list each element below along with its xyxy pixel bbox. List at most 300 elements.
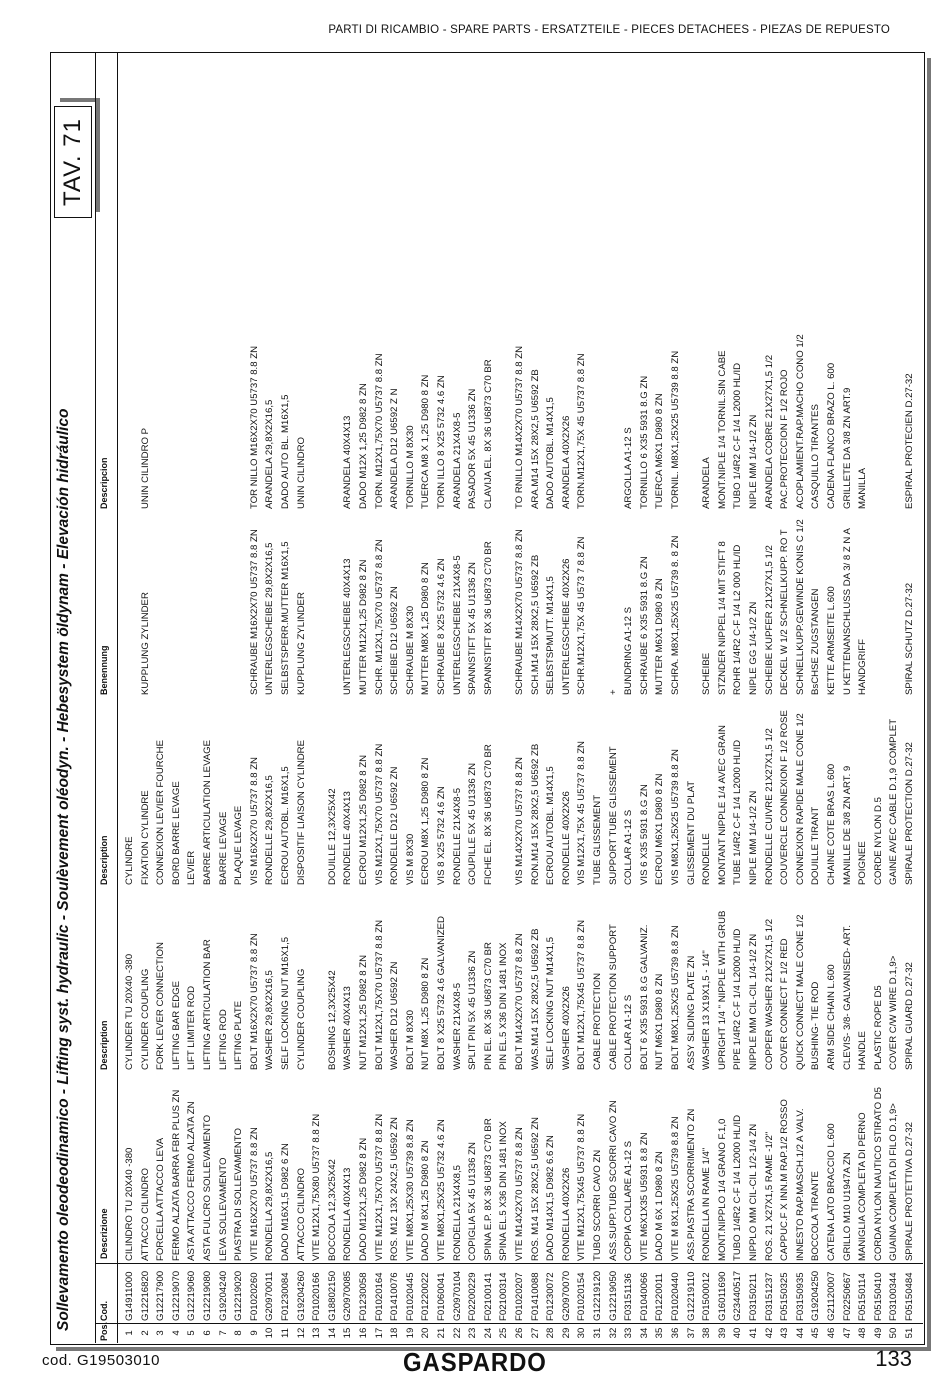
cell-pos: 17 bbox=[373, 1327, 385, 1339]
cell-fr: FIXATION CYLINDRE bbox=[139, 790, 151, 885]
cell-en: LIFTING ROD bbox=[217, 1009, 229, 1070]
cell-cod: F05150410 bbox=[872, 1272, 884, 1321]
table-row bbox=[809, 53, 824, 1343]
cell-fr: ECROU M6X1 D980 8 ZN bbox=[654, 773, 666, 885]
table-row bbox=[482, 53, 497, 1343]
cell-cod: F01230072 bbox=[545, 1272, 557, 1321]
cell-de: SCHEIBE D12 U6592 ZN bbox=[389, 586, 401, 695]
table-row bbox=[731, 53, 746, 1343]
cell-it: VITE M 8X1,25X25 U5739 8.8 ZN bbox=[670, 1116, 681, 1261]
table-row bbox=[341, 53, 356, 1343]
cell-cod: F01020207 bbox=[514, 1272, 525, 1321]
cell-es: ARANDELA 40X4X13 bbox=[342, 415, 354, 509]
cell-fr: RONDELLE bbox=[701, 833, 713, 885]
table-row bbox=[513, 53, 528, 1343]
cell-cod: G12219020 bbox=[233, 1270, 245, 1321]
cell-it: DADO M 6X 1 D980 8 ZN bbox=[654, 1151, 666, 1261]
cell-it: TUBO SCORRI CAVO ZN bbox=[592, 1149, 603, 1261]
table-row bbox=[295, 53, 310, 1343]
cell-es: GRILLETE DA 3/8 ZN ART.9 bbox=[841, 387, 853, 509]
cell-cod: F01020260 bbox=[248, 1272, 260, 1321]
cell-cod: F01040066 bbox=[638, 1272, 650, 1321]
table-row bbox=[778, 53, 793, 1343]
cell-de: UNTERLEGSCHEIBE 40X2X26 bbox=[560, 558, 572, 695]
cell-it: DADO M14X1,5 D982 6.6 ZN bbox=[545, 1135, 557, 1261]
cell-de: SELBSTSPERR.MUTTER M16X1,5 bbox=[280, 541, 291, 695]
cell-fr: TUBE GLISSEMENT bbox=[592, 794, 603, 885]
cell-de: MUTTER M8X 1,25 D980 8 ZN bbox=[420, 562, 432, 695]
cell-en: WAS.M14 15X 28X2,5 U6592 ZB bbox=[529, 928, 541, 1070]
cell-fr: RONDELLE 29,8X2X16,5 bbox=[264, 775, 276, 885]
cell-fr: SPIRALE PROTECTION D.27-32 bbox=[904, 742, 915, 885]
cell-de: SCHRAUBE 8 X25 5732 4.6 ZN bbox=[436, 558, 447, 695]
cell-de: SCHNELLKUPP.GEWINDE KONIS C 1/2 bbox=[794, 519, 806, 695]
cell-pos: 5 bbox=[186, 1330, 198, 1336]
cell-cod: G19204240 bbox=[217, 1270, 229, 1321]
cell-fr: FICHE EL. 8X 36 U6873 C70 BR bbox=[482, 744, 494, 885]
cell-en: FORK LEVER CONNECTION bbox=[155, 942, 167, 1070]
table-label: TAV. 71 bbox=[54, 106, 92, 218]
cell-pos: 31 bbox=[592, 1327, 603, 1339]
cell-it: ASS.PIASTRA SCORRIMENTO ZN bbox=[685, 1108, 697, 1261]
cell-fr: MONTANT NIPPLE 1/4 AVEC GRAIN bbox=[716, 725, 728, 885]
cell-cod: F01230084 bbox=[280, 1272, 291, 1321]
cell-en: BOSHING 12,3X25X42 bbox=[326, 970, 338, 1070]
cell-it: VITE M12X1,75X80 U5737 8.8 ZN bbox=[311, 1113, 323, 1261]
cell-es: DADO AUTO BL. M16X1,5 bbox=[280, 394, 291, 509]
cell-de: SCHRAUBE M14X2X70 U5737 8.8 ZN bbox=[514, 529, 525, 695]
cell-en: SPIRAL GUARD D.27-32 bbox=[904, 962, 915, 1070]
cell-it: RONDELLA 29,8X2X16,5 bbox=[264, 1151, 276, 1261]
table-row bbox=[872, 53, 887, 1343]
cell-de: SCHR. M12X1,75X70 U5737 8.8 ZN bbox=[373, 539, 385, 695]
cell-pos: 21 bbox=[436, 1327, 447, 1339]
cell-de: + bbox=[607, 689, 619, 695]
cell-it: BOCCOLA 12,3X25X42 bbox=[326, 1159, 338, 1261]
cell-cod: F01410076 bbox=[389, 1272, 401, 1321]
cell-it: CILINDRO TU 20X40 -380 bbox=[124, 1147, 135, 1261]
cell-pos: 39 bbox=[716, 1327, 728, 1339]
table-row bbox=[825, 53, 840, 1343]
table-row bbox=[185, 53, 200, 1343]
cell-pos: 25 bbox=[498, 1327, 510, 1339]
cell-it: ROS. 21 X27X1,5 RAME -1/2" bbox=[763, 1131, 775, 1261]
cell-fr: DOUILLE TIRANT bbox=[810, 806, 822, 885]
cell-it: SPIRALE PROTETTIVA D.27-32 bbox=[904, 1122, 915, 1261]
cell-pos: 40 bbox=[732, 1327, 744, 1339]
cell-cod: F03151237 bbox=[763, 1272, 775, 1321]
cell-it: RONDELLA 40X4X13 bbox=[342, 1167, 354, 1261]
cell-pos: 27 bbox=[529, 1327, 541, 1339]
cell-cod: F02250667 bbox=[841, 1272, 853, 1321]
brand-logo: GASPARDO bbox=[403, 1347, 547, 1377]
table-row bbox=[544, 53, 559, 1343]
table-row bbox=[139, 53, 154, 1343]
table-row bbox=[560, 53, 575, 1343]
header-divider bbox=[117, 53, 118, 1343]
cell-pos: 22 bbox=[451, 1327, 463, 1339]
cell-cod: G19204250 bbox=[810, 1270, 822, 1321]
cell-cod: F01020445 bbox=[404, 1272, 416, 1321]
table-row bbox=[794, 53, 809, 1343]
cell-pos: 15 bbox=[342, 1327, 354, 1339]
cell-cod: F03151136 bbox=[623, 1273, 635, 1321]
cell-pos: 41 bbox=[748, 1327, 759, 1339]
cell-es: UNIN CILINDRO bbox=[295, 437, 307, 509]
cell-pos: 32 bbox=[607, 1327, 619, 1339]
cell-it: MANIGLIA COMPLETA DI PERNO bbox=[857, 1112, 869, 1261]
cell-cod: F01220022 bbox=[420, 1272, 432, 1321]
cell-en: COVER C/W WIRE D.1,9> bbox=[888, 955, 900, 1070]
cell-en: BOLT 6 X35 5931 8.G GALVANIZ. bbox=[638, 924, 650, 1070]
cell-en: WASHER 40X4X13 bbox=[342, 986, 354, 1070]
cell-es: TO RNILLO M14X2X70 U5737 8.8 ZN bbox=[514, 346, 525, 509]
cell-cod: F02100141 bbox=[482, 1272, 494, 1321]
cell-pos: 45 bbox=[810, 1327, 822, 1339]
cell-en: CYLINDER COUPLING bbox=[295, 968, 307, 1070]
cell-en: LIFTING ARTICULATION BAR bbox=[202, 939, 213, 1070]
cell-de: SCHEIBE bbox=[701, 652, 713, 695]
cell-fr: RON.M14 15X 28X2,5 U6592 ZB bbox=[529, 743, 541, 885]
cell-de: SELBSTSPMUTT. M14X1,5 bbox=[545, 576, 557, 695]
cell-pos: 20 bbox=[420, 1327, 432, 1339]
cell-en: HANDLE bbox=[857, 1031, 869, 1070]
cell-es: TUERCA M8 X 1,25 D980 8 ZN bbox=[420, 374, 432, 509]
cell-cod: G20970070 bbox=[560, 1270, 572, 1321]
cell-de: DECKEL W 1/2 SCHNELLKUPP. RO T bbox=[779, 529, 791, 695]
cell-es: ESPIRAL PROTECIEN D.27-32 bbox=[904, 373, 915, 509]
table-row bbox=[591, 53, 606, 1343]
cell-fr: VIS 8 X25 5732 4.6 ZN bbox=[436, 786, 447, 885]
cell-de: SCHRAUBE M 8X30 bbox=[404, 605, 416, 695]
cell-it: ASTA FULCRO SOLLEVAMENTO bbox=[202, 1114, 213, 1261]
cell-cod: G20970011 bbox=[264, 1271, 276, 1321]
cell-es: MONT.NIPLE 1/4 TORNIL.SIN CABE bbox=[716, 350, 728, 509]
cell-cod: G12219110 bbox=[685, 1271, 697, 1321]
cell-pos: 47 bbox=[841, 1327, 853, 1339]
cell-en: COLLAR A1-12 S bbox=[623, 994, 635, 1070]
cell-en: BOLT M 8X30 bbox=[404, 1010, 416, 1070]
cell-it: FERMO ALZATA BARRA FBR PLUS ZN bbox=[170, 1089, 182, 1261]
cell-de: SCHRAUBE 6 X35 5931 8.G ZN bbox=[638, 556, 650, 695]
cell-pos: 8 bbox=[233, 1330, 245, 1336]
cell-it: BOCCOLA TIRANTE bbox=[810, 1171, 822, 1261]
cell-fr: COLLAR A1-12 S bbox=[623, 809, 635, 885]
cell-pos: 1 bbox=[124, 1330, 135, 1336]
cell-de: BUNDRING A1-12 S bbox=[623, 607, 635, 695]
cell-fr: RONDELLE 40X2X26 bbox=[560, 791, 572, 885]
cell-es: ARGOLLA A1-12 S bbox=[623, 427, 635, 509]
cell-it: DADO M12X1,25 D982 8 ZN bbox=[358, 1137, 369, 1261]
cell-it: RONDELLA 40X2X26 bbox=[560, 1167, 572, 1261]
table-row bbox=[903, 53, 918, 1343]
cell-it: MONT.NIPPLO 1/4 GRANO F.1,0 bbox=[716, 1118, 728, 1261]
cell-cod: F05150114 bbox=[857, 1273, 869, 1321]
cell-it: TUBO 1/4R2 C-F 1/4 L2000 HL/ID bbox=[732, 1114, 744, 1261]
cell-cod: F02100314 bbox=[498, 1272, 510, 1321]
cell-fr: LEVIER bbox=[186, 850, 198, 885]
cell-pos: 48 bbox=[857, 1327, 869, 1339]
cell-pos: 7 bbox=[217, 1330, 229, 1336]
cell-pos: 49 bbox=[872, 1327, 884, 1339]
cell-de: UNTERLEGSCHEIBE 21X4X8-5 bbox=[451, 555, 463, 695]
cell-pos: 16 bbox=[358, 1327, 369, 1339]
cell-en: BOLT 8 X25 5732 4.6 GALVANIZED bbox=[436, 916, 447, 1070]
cell-fr: ECROU AUTOBL. M16X1,5 bbox=[280, 766, 291, 885]
cell-en: BOLT M8X1,25X25 U5739 8.8 ZN bbox=[670, 925, 681, 1070]
cell-cod: G20970104 bbox=[451, 1270, 463, 1321]
cell-cod: F01020164 bbox=[373, 1272, 385, 1321]
cell-fr: GAINE AVEC CABLE D.1,9 COMPLET bbox=[888, 718, 900, 885]
cell-en: PIN EL.5 X36 DIN 1481 INOX bbox=[498, 942, 510, 1070]
cell-es: DADO M12X 1,25 D982 8 ZN bbox=[358, 383, 369, 509]
table-row bbox=[622, 53, 637, 1343]
table-row bbox=[841, 53, 856, 1343]
cell-cod: F03150935 bbox=[794, 1272, 806, 1321]
cell-de: HANDGRIFF bbox=[857, 639, 869, 695]
cell-pos: 12 bbox=[295, 1327, 307, 1339]
table-row bbox=[201, 53, 216, 1343]
cell-pos: 6 bbox=[202, 1330, 213, 1336]
table-row bbox=[887, 53, 902, 1343]
cell-es: ARANDELA 29,8X2X16,5 bbox=[264, 399, 276, 509]
table-row bbox=[716, 53, 731, 1343]
cell-fr: ECROU AUTOBL. M14X1,5 bbox=[545, 766, 557, 885]
cell-es: TOR NILLO M16X2X70 U5737 8.8 ZN bbox=[248, 346, 260, 509]
column-header-pos: Pos. bbox=[99, 1321, 109, 1341]
cell-it: VITE M6X1X35 U5931 8.8 ZN bbox=[638, 1132, 650, 1261]
cell-cod: G16011690 bbox=[716, 1271, 728, 1321]
table-row bbox=[685, 53, 700, 1343]
cell-es: TORN ILLO 8 X25 5732 4.6 ZN bbox=[436, 375, 447, 509]
cell-en: WASHER 21X4X8-5 bbox=[451, 982, 463, 1070]
cell-it: RONDELLA IN RAME 1/4" bbox=[701, 1147, 713, 1261]
table-row bbox=[154, 53, 169, 1343]
cell-fr: TUBE 1/4R2 C-F 1/4 L2000 HL/ID bbox=[732, 739, 744, 885]
cell-it: FORCELLA ATTACCO LEVA bbox=[155, 1137, 167, 1261]
cell-fr: DISPOSITIF LIAISON CYLINDRE bbox=[295, 739, 307, 885]
cell-en: ASSY SLIDING PLATE ZN bbox=[685, 955, 697, 1070]
cell-pos: 28 bbox=[545, 1327, 557, 1339]
cell-en: WASHER 40X2X26 bbox=[560, 986, 572, 1070]
cell-es: TORN.M12X1,75X 45 U5737 8.8 ZN bbox=[576, 353, 588, 509]
table-row bbox=[310, 53, 325, 1343]
cell-en: NUT M12X1,25 D982 8 ZN bbox=[358, 955, 369, 1070]
table-row bbox=[419, 53, 434, 1343]
cell-fr: CYLINDRE bbox=[124, 836, 135, 885]
cell-en: PIPE 1/4R2 C-F 1/4 L2000 HL/ID bbox=[732, 928, 744, 1070]
cell-it: COPPIA COLLARE A1-12 S bbox=[623, 1141, 635, 1261]
cell-it: SPINA E.P. 8X 36 U6873 C70 BR bbox=[482, 1118, 494, 1261]
cell-de: UNTERLEGSCHEIBE 40X4X13 bbox=[342, 558, 354, 695]
cell-de: SCHRAUBE M16X2X70 U5737 8.8 ZN bbox=[248, 529, 260, 695]
table-row bbox=[435, 53, 450, 1343]
cell-en: NUT M8X 1,25 D980 8 ZN bbox=[420, 957, 432, 1070]
cell-es: CASQUILLO TIRANTES bbox=[810, 404, 822, 509]
column-header-cod: Cod. bbox=[99, 1301, 109, 1321]
table-row bbox=[373, 53, 388, 1343]
cell-fr: RONDELLE D12 U6592 ZN bbox=[389, 766, 401, 885]
cell-es: TUERCA M6X1 D980 8 ZN bbox=[654, 393, 666, 509]
page-title: Sollevamento oleodeodinamico - Lifting syst. hydraulic - Soulèvement oléodyn. - Hebesystem öldynam - Elevación hidráulico bbox=[55, 408, 72, 1331]
cell-de: SCH.M14 15X 28X2,5 U6592 ZB bbox=[529, 554, 541, 695]
cell-de: STZNDER NIPPEL 1/4 MIT STIFT 8 bbox=[716, 541, 728, 695]
table-row bbox=[747, 53, 762, 1343]
cell-en: SELF LOCKING NUT M16X1,5 bbox=[280, 936, 291, 1070]
cell-pos: 26 bbox=[514, 1327, 525, 1339]
cell-it: DADO M16X1,5 D982 6 ZN bbox=[280, 1143, 291, 1261]
cell-it: ASS.SUPP.TUBO SCORRI CAVO ZN bbox=[607, 1100, 619, 1261]
cell-it: CORDA NYLON NAUTICO STIRATO D5 bbox=[872, 1087, 884, 1261]
table-row bbox=[653, 53, 668, 1343]
cell-cod: F05150484 bbox=[904, 1272, 915, 1321]
cell-it: ATTACCO CILINDRO bbox=[139, 1168, 151, 1261]
cell-fr: POIGNEE bbox=[857, 841, 869, 885]
cell-pos: 51 bbox=[904, 1327, 915, 1339]
table-row bbox=[326, 53, 341, 1343]
cell-fr: RONDELLE CUIVRE 21X27X1,5 1/2 bbox=[763, 728, 775, 885]
cell-es: TORNILLO 6 X35 5931 8.G ZN bbox=[638, 375, 650, 509]
cell-de: SPANNSTIFT 8X 36 U6873 C70 BR bbox=[482, 541, 494, 695]
cell-en: BOLT M16X2X70 U5737 8.8 ZN bbox=[248, 933, 260, 1070]
cell-es: ARANDELA 21X4X8-5 bbox=[451, 412, 463, 509]
cell-it: GRILLO M10 U1947A ZN bbox=[841, 1152, 853, 1261]
table-row bbox=[669, 53, 684, 1343]
cell-en: CYLINDER COUPLING bbox=[139, 968, 151, 1070]
cell-es: MANILLA bbox=[857, 467, 869, 509]
cell-pos: 42 bbox=[763, 1327, 775, 1339]
parts-table-frame bbox=[50, 52, 925, 1345]
table-row bbox=[700, 53, 715, 1343]
column-header-fr: Description bbox=[99, 835, 109, 885]
cell-de: ROHR 1/4R2 C-F 1/4 L2 000 HL/ID bbox=[732, 544, 744, 695]
table-row bbox=[170, 53, 185, 1343]
cell-en: ARM SIDE CHAIN L.600 bbox=[826, 964, 837, 1070]
cell-pos: 19 bbox=[404, 1327, 416, 1339]
cell-pos: 9 bbox=[248, 1330, 260, 1336]
cell-pos: 43 bbox=[779, 1327, 791, 1339]
cell-fr: ECROU M8X 1,25 D980 8 ZN bbox=[420, 757, 432, 885]
cell-es: NIPLE MM 1/4-1/2 ZN bbox=[748, 414, 759, 509]
table-row bbox=[404, 53, 419, 1343]
cell-it: INNESTO RAP.MASCH.1/2 A VALV. bbox=[794, 1108, 806, 1261]
cell-es: ARA.M14 15X 28X2,5 U6592 ZB bbox=[529, 369, 541, 509]
cell-cod: G12219070 bbox=[170, 1270, 182, 1321]
cell-it: VITE M14X2X70 U5737 8.8 ZN bbox=[514, 1127, 525, 1261]
cell-cod: F05150325 bbox=[779, 1272, 791, 1321]
cell-cod: G18802150 bbox=[326, 1270, 338, 1321]
cell-it: CATENA LATO BRACCIO L.600 bbox=[826, 1123, 837, 1261]
cell-fr: DOUILLE 12,3X25X42 bbox=[326, 788, 338, 885]
cell-fr: CHAINE COTE BRAS L.600 bbox=[826, 763, 837, 885]
cell-en: WASHER D12 U6592 ZN bbox=[389, 961, 401, 1070]
cell-de: KUPPLUNG ZYLINDER bbox=[139, 592, 151, 695]
cell-cod: G12216820 bbox=[139, 1270, 151, 1321]
cell-de: BsCHSE ZUGSTANGEN bbox=[810, 588, 822, 695]
cell-fr: GOUPILLE 5X 45 U1336 ZN bbox=[467, 762, 479, 885]
table-row bbox=[607, 53, 622, 1343]
cell-cod: F01020166 bbox=[311, 1272, 323, 1321]
cell-es: UNIN CILINDRO P bbox=[139, 427, 151, 509]
cell-pos: 46 bbox=[826, 1327, 837, 1339]
cell-es: ACOPLAMIENT.RAP.MACHO CONO 1/2 bbox=[794, 334, 806, 509]
cell-pos: 33 bbox=[623, 1327, 635, 1339]
cell-pos: 2 bbox=[139, 1330, 151, 1336]
cell-it: NIPPLO MM CIL-CIL 1/2-1/4 ZN bbox=[748, 1123, 759, 1261]
cell-en: QUICK CONNECT MALE CONE 1/2 bbox=[794, 914, 806, 1070]
cell-it: LEVA SOLLEVAMENTO bbox=[217, 1157, 229, 1261]
cell-en: CABLE PROTECTION SUPPORT bbox=[607, 924, 619, 1070]
cell-fr: VIS 6 X35 5931 8.G ZN bbox=[638, 784, 650, 885]
table-row bbox=[232, 53, 247, 1343]
cell-es: ARANDELA COBRE 21X27X1,5 1/2 bbox=[763, 354, 775, 509]
cell-fr: VIS M16X2X70 U5737 8.8 ZN bbox=[248, 757, 260, 885]
cell-en: SELF LOCKING NUT M14X1,5 bbox=[545, 936, 557, 1070]
table-row bbox=[248, 53, 263, 1343]
cell-en: NIPPLE MM CIL-CIL 1/4-1/2 ZN bbox=[748, 933, 759, 1070]
table-row bbox=[575, 53, 590, 1343]
cell-en: COPPER WASHER 21X27X1,5 1/2 bbox=[763, 918, 775, 1070]
cell-fr: CONNEXION LEVIER FOURCHE bbox=[155, 740, 167, 885]
cell-fr: ECROU M12X1,25 D982 8 ZN bbox=[358, 754, 369, 885]
cell-pos: 23 bbox=[467, 1327, 479, 1339]
cell-cod: F01410088 bbox=[529, 1272, 541, 1321]
cell-es: ARANDELA bbox=[701, 457, 713, 509]
cell-cod: F01020440 bbox=[670, 1272, 681, 1321]
cell-fr: RONDELLE 40X4X13 bbox=[342, 791, 354, 885]
cell-de: MUTTER M6X1 D980 8 ZN bbox=[654, 578, 666, 695]
column-header-en: Description bbox=[99, 1020, 109, 1070]
document-code: cod. G19503010 bbox=[42, 1352, 160, 1369]
cell-en: BUSHING- TIE ROD bbox=[810, 981, 822, 1070]
cell-cod: G12219060 bbox=[186, 1270, 198, 1321]
cell-cod: G12217900 bbox=[155, 1270, 167, 1321]
cell-pos: 37 bbox=[685, 1327, 697, 1339]
table-row bbox=[217, 53, 232, 1343]
cell-cod: G19204260 bbox=[295, 1270, 307, 1321]
cell-cod: G21120007 bbox=[826, 1271, 837, 1321]
cell-it: PIASTRA DI SOLLEVAMENTO bbox=[233, 1128, 245, 1261]
cell-pos: 29 bbox=[560, 1327, 572, 1339]
cell-pos: 35 bbox=[654, 1327, 666, 1339]
cell-it: DADO M 8X1,25 D980 8 ZN bbox=[420, 1140, 432, 1261]
cell-en: CYLINDER TU 20X40 -380 bbox=[124, 953, 135, 1070]
cell-pos: 24 bbox=[482, 1327, 494, 1339]
cell-it: CAPPUC.F X INN.M RAP.1/2 ROSSO bbox=[779, 1099, 791, 1261]
cell-cod: F02200229 bbox=[467, 1272, 479, 1321]
table-row bbox=[466, 53, 481, 1343]
cell-it: RONDELLA 21X4X8,5 bbox=[451, 1165, 463, 1261]
cell-en: BOLT M12X1,75X45 U5737 8.8 ZN bbox=[576, 919, 588, 1070]
cell-de: SCHEIBE KUPFER 21X27X1,5 1/2 bbox=[763, 545, 775, 695]
cell-en: COVER CONNECT F 1/2 RED bbox=[779, 938, 791, 1070]
cell-pos: 13 bbox=[311, 1327, 323, 1339]
cell-pos: 36 bbox=[670, 1327, 681, 1339]
table-row bbox=[388, 53, 403, 1343]
cell-es: ARANDELA 40X2X26 bbox=[560, 415, 572, 509]
table-row bbox=[497, 53, 512, 1343]
cell-en: PIN EL. 8X 36 U6873 C70 BR bbox=[482, 942, 494, 1070]
cell-cod: F03150211 bbox=[748, 1273, 759, 1321]
column-header-es: Descripcion bbox=[99, 457, 109, 509]
cell-fr: BORD BARRE LEVAGE bbox=[170, 781, 182, 885]
rotated-sheet bbox=[51, 53, 923, 1343]
cell-pos: 30 bbox=[576, 1327, 588, 1339]
cell-en: BOLT M14X2X70 U5737 8.8 ZN bbox=[514, 933, 525, 1070]
cell-de: MUTTER M12X1,25 D982 8 ZN bbox=[358, 559, 369, 695]
cell-en: WASHER 29,8X2X16,5 bbox=[264, 970, 276, 1070]
cell-cod: G12219080 bbox=[202, 1270, 213, 1321]
